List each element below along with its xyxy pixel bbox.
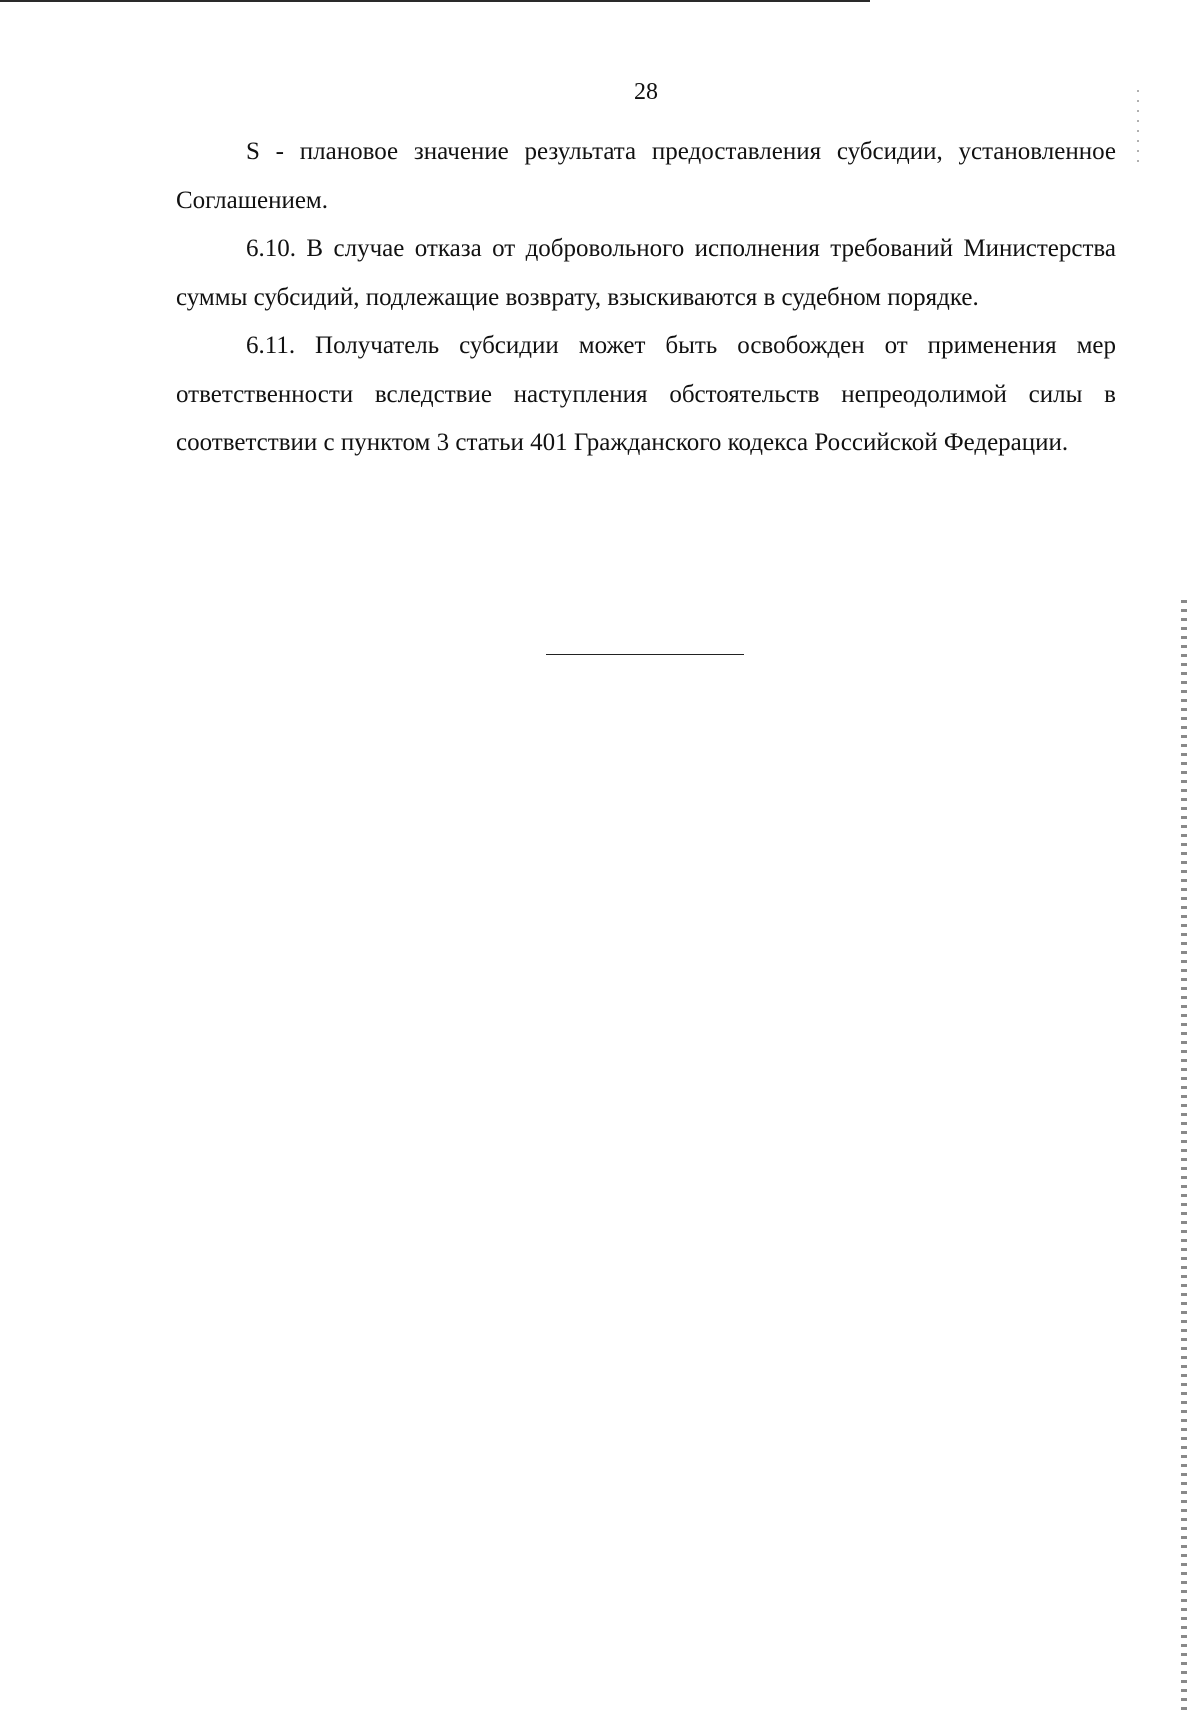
page-number: 28 — [634, 79, 658, 105]
top-border-line — [0, 0, 870, 2]
closing-divider-line — [546, 654, 744, 655]
paragraph-plan-value: S - плановое значение результата предоставления субсидии, установленное Соглашением. — [176, 138, 1116, 214]
scan-edge-artifact — [1181, 600, 1187, 1710]
paragraph-6-11: 6.11. Получатель субсидии может быть освобожден от применения мер ответственности вследствие наступления обстоятельств непреодолимой силы в соответствии с пунктом 3 статьи 401 Гражданского кодекса Российской Федерации. — [176, 332, 1116, 456]
document-body — [176, 128, 1116, 468]
paragraph-6-10: 6.10. В случае отказа от добровольного исполнения требований Министерства суммы субсидий, подлежащие возврату, взыскиваются в судебном порядке. — [176, 235, 1116, 311]
